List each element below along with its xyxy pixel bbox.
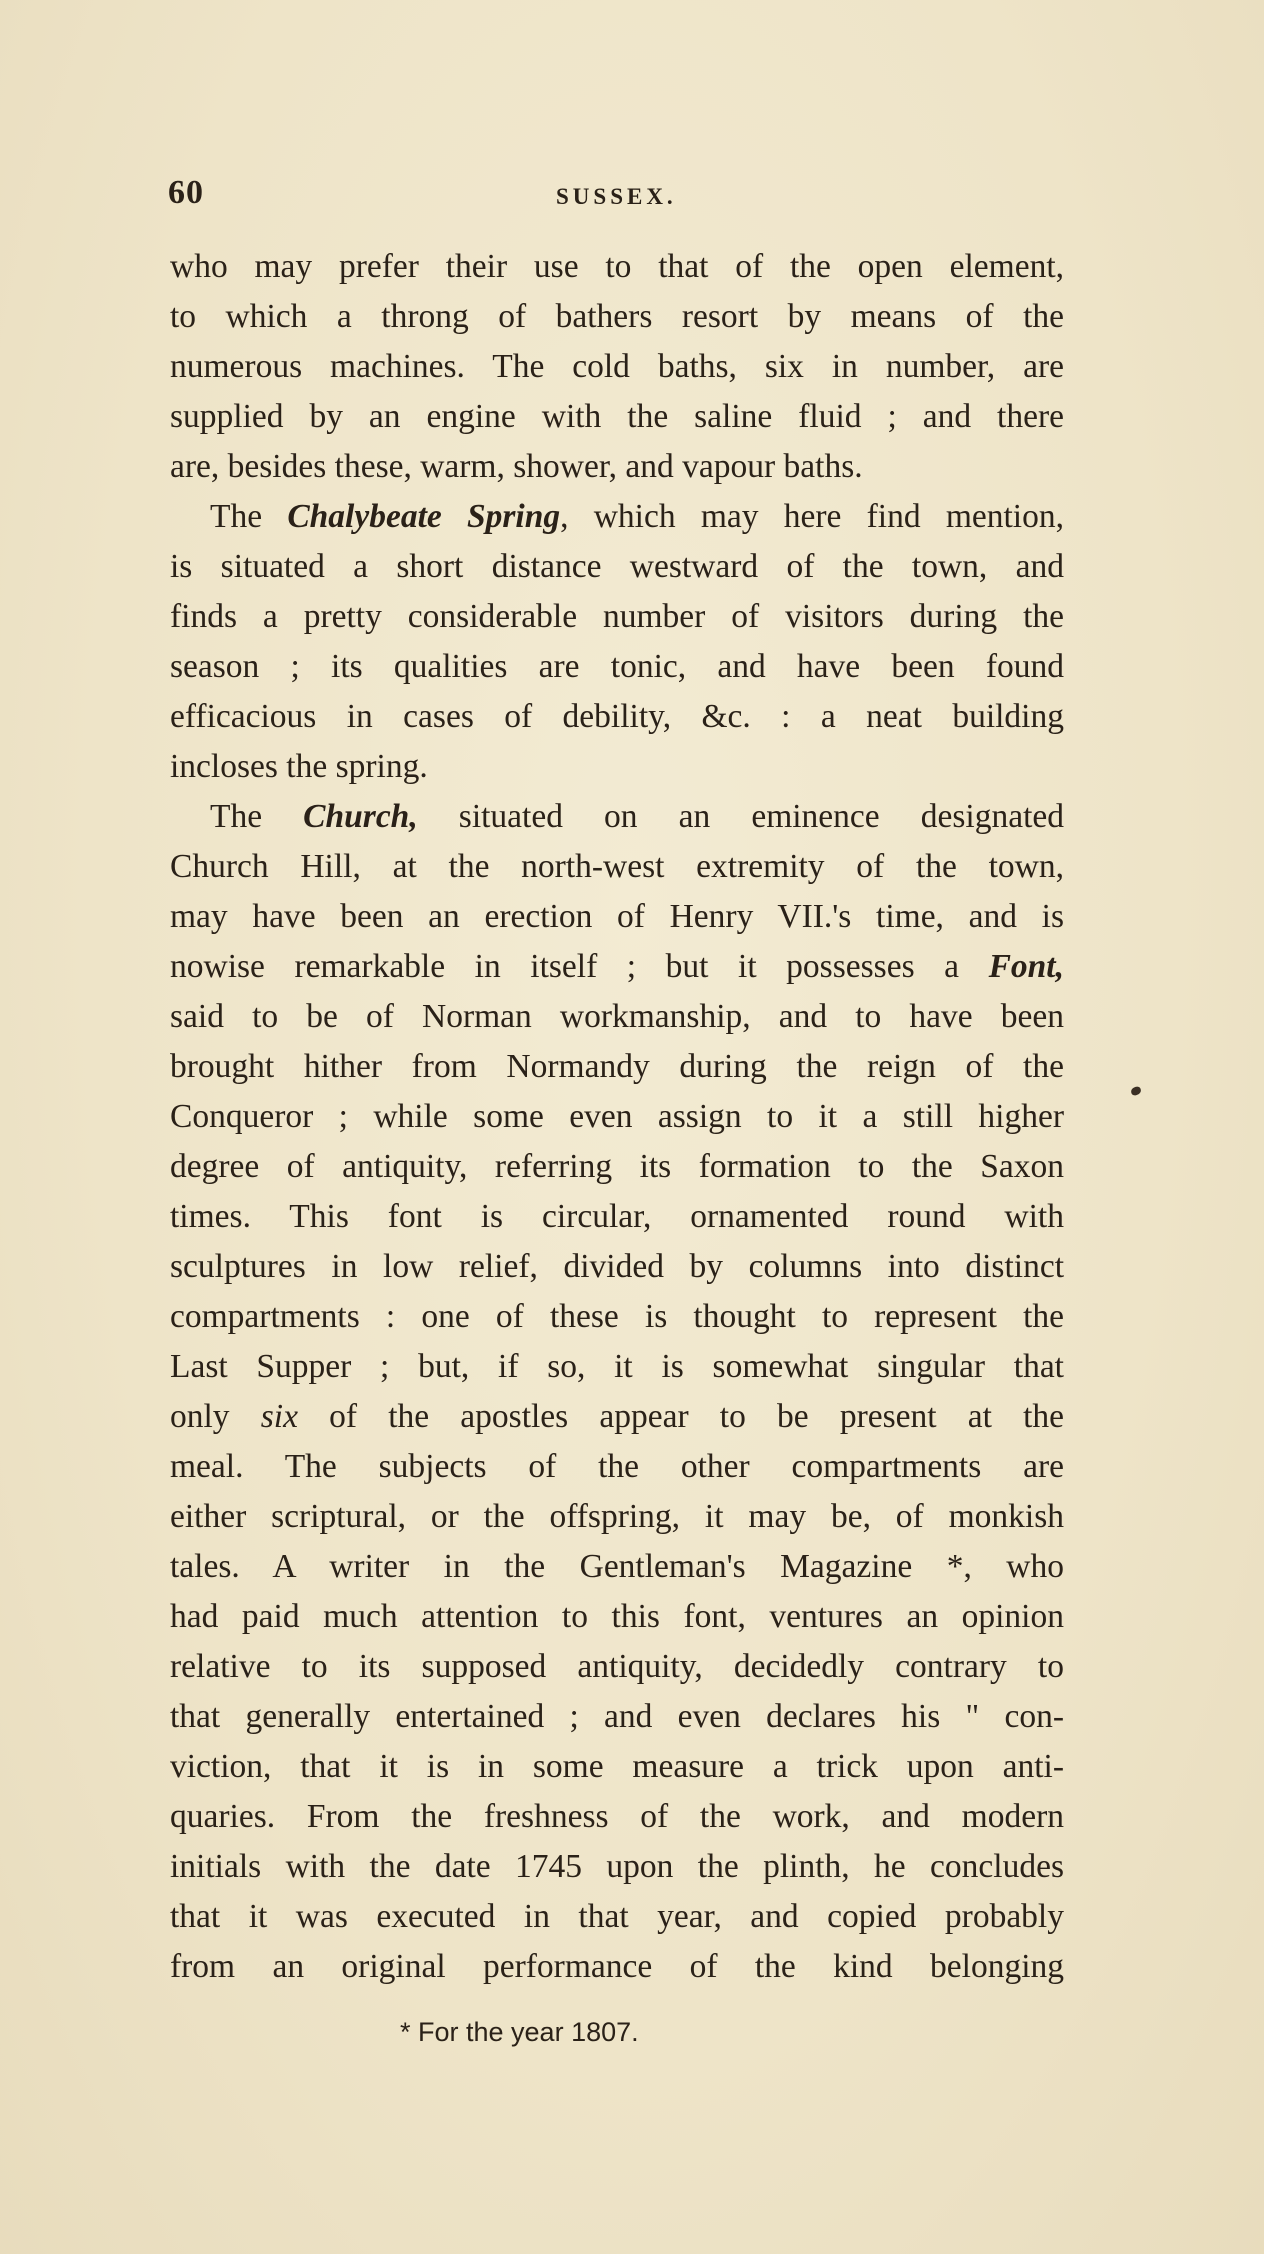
emphasis-six: six (260, 1398, 298, 1435)
text-line (170, 442, 1064, 492)
margin-ink-mark (1130, 1086, 1142, 1097)
text-line (170, 1742, 1064, 1792)
text-segment: from an original performance of the kind belonging (170, 1948, 1064, 1985)
text-segment: supplied by an engine with the saline fluid ; and there (170, 398, 1064, 435)
text-line (170, 542, 1064, 592)
text-segment: Conqueror ; while some even assign to it a still higher (170, 1098, 1064, 1135)
text-line (170, 1092, 1064, 1142)
text-segment: compartments : one of these is thought to represent the (170, 1298, 1064, 1335)
text-segment: of the apostles appear to be present at the (297, 1398, 1064, 1435)
body-text (170, 242, 1064, 1992)
text-segment: relative to its supposed antiquity, decidedly contrary to (170, 1648, 1064, 1685)
emphasis-font: Font, (988, 948, 1064, 985)
text-segment: had paid much attention to this font, ventures an opinion (170, 1598, 1064, 1635)
text-line (170, 1492, 1064, 1542)
text-line (170, 592, 1064, 642)
text-segment: that generally entertained ; and even declares his " con- (170, 1698, 1064, 1735)
page-header (168, 174, 1068, 224)
text-line (170, 842, 1064, 892)
text-line (170, 1792, 1064, 1842)
text-segment: times. This font is circular, ornamented round with (170, 1198, 1064, 1235)
text-line (170, 1642, 1064, 1692)
text-segment: viction, that it is in some measure a trick upon anti- (170, 1748, 1064, 1785)
text-segment: efficacious in cases of debility, &c. : a neat building (170, 698, 1064, 735)
text-line (170, 392, 1064, 442)
text-segment: , which may here find mention, (560, 498, 1064, 535)
text-line (170, 1592, 1064, 1642)
text-segment: meal. The subjects of the other compartments are (170, 1448, 1064, 1485)
text-segment: to which a throng of bathers resort by means of the (170, 298, 1064, 335)
text-segment: initials with the date 1745 upon the plinth, he concludes (170, 1848, 1064, 1885)
text-line (170, 1392, 1064, 1442)
text-segment: are, besides these, warm, shower, and vapour baths. (170, 448, 863, 485)
text-line (170, 692, 1064, 742)
text-line (170, 1692, 1064, 1742)
text-segment: finds a pretty considerable number of visitors during the (170, 598, 1064, 635)
text-segment: The (210, 798, 304, 835)
text-line (170, 642, 1064, 692)
text-segment: incloses the spring. (170, 748, 428, 785)
text-segment: tales. A writer in the Gentleman's Magazine *, who (170, 1548, 1064, 1585)
page-number: 60 (168, 174, 204, 211)
text-segment: who may prefer their use to that of the open element, (170, 248, 1064, 285)
text-line (170, 1042, 1064, 1092)
text-line (170, 1542, 1064, 1592)
text-line (170, 742, 1064, 792)
text-line (170, 1892, 1064, 1942)
text-segment: is situated a short distance westward of the town, and (170, 548, 1064, 585)
text-line (170, 1142, 1064, 1192)
text-segment: that it was executed in that year, and copied probably (170, 1898, 1064, 1935)
text-segment: quaries. From the freshness of the work, and modern (170, 1798, 1064, 1835)
text-line (170, 1242, 1064, 1292)
text-line (170, 892, 1064, 942)
text-line (170, 1342, 1064, 1392)
text-line (170, 1942, 1064, 1992)
text-line (170, 1192, 1064, 1242)
text-segment: Last Supper ; but, if so, it is somewhat singular that (170, 1348, 1064, 1385)
text-line (170, 342, 1064, 392)
text-segment: only (170, 1398, 261, 1435)
footnote: * For the year 1807. (400, 2017, 639, 2047)
text-line (170, 1292, 1064, 1342)
text-line (170, 492, 1064, 542)
emphasis-church: Church, (303, 798, 418, 835)
text-line (170, 1842, 1064, 1892)
text-line (170, 1442, 1064, 1492)
running-head: SUSSEX. (556, 184, 677, 209)
text-segment: season ; its qualities are tonic, and have been found (170, 648, 1064, 685)
emphasis-chalybeate-spring: Chalybeate Spring (287, 498, 561, 535)
text-segment: brought hither from Normandy during the reign of the (170, 1048, 1064, 1085)
text-segment: situated on an eminence designated (417, 798, 1064, 835)
text-segment: The (210, 498, 288, 535)
text-line (170, 992, 1064, 1042)
text-line (170, 292, 1064, 342)
text-segment: nowise remarkable in itself ; but it possesses a (170, 948, 989, 985)
text-line (170, 942, 1064, 992)
text-line (170, 792, 1064, 842)
text-segment: either scriptural, or the offspring, it may be, of monkish (170, 1498, 1064, 1535)
text-segment: Church Hill, at the north-west extremity of the town, (170, 848, 1064, 885)
text-segment: numerous machines. The cold baths, six in number, are (170, 348, 1064, 385)
text-segment: may have been an erection of Henry VII.'s time, and is (170, 898, 1064, 935)
text-segment: sculptures in low relief, divided by columns into distinct (170, 1248, 1064, 1285)
text-line (170, 242, 1064, 292)
text-segment: degree of antiquity, referring its formation to the Saxon (170, 1148, 1064, 1185)
text-segment: said to be of Norman workmanship, and to have been (170, 998, 1064, 1035)
